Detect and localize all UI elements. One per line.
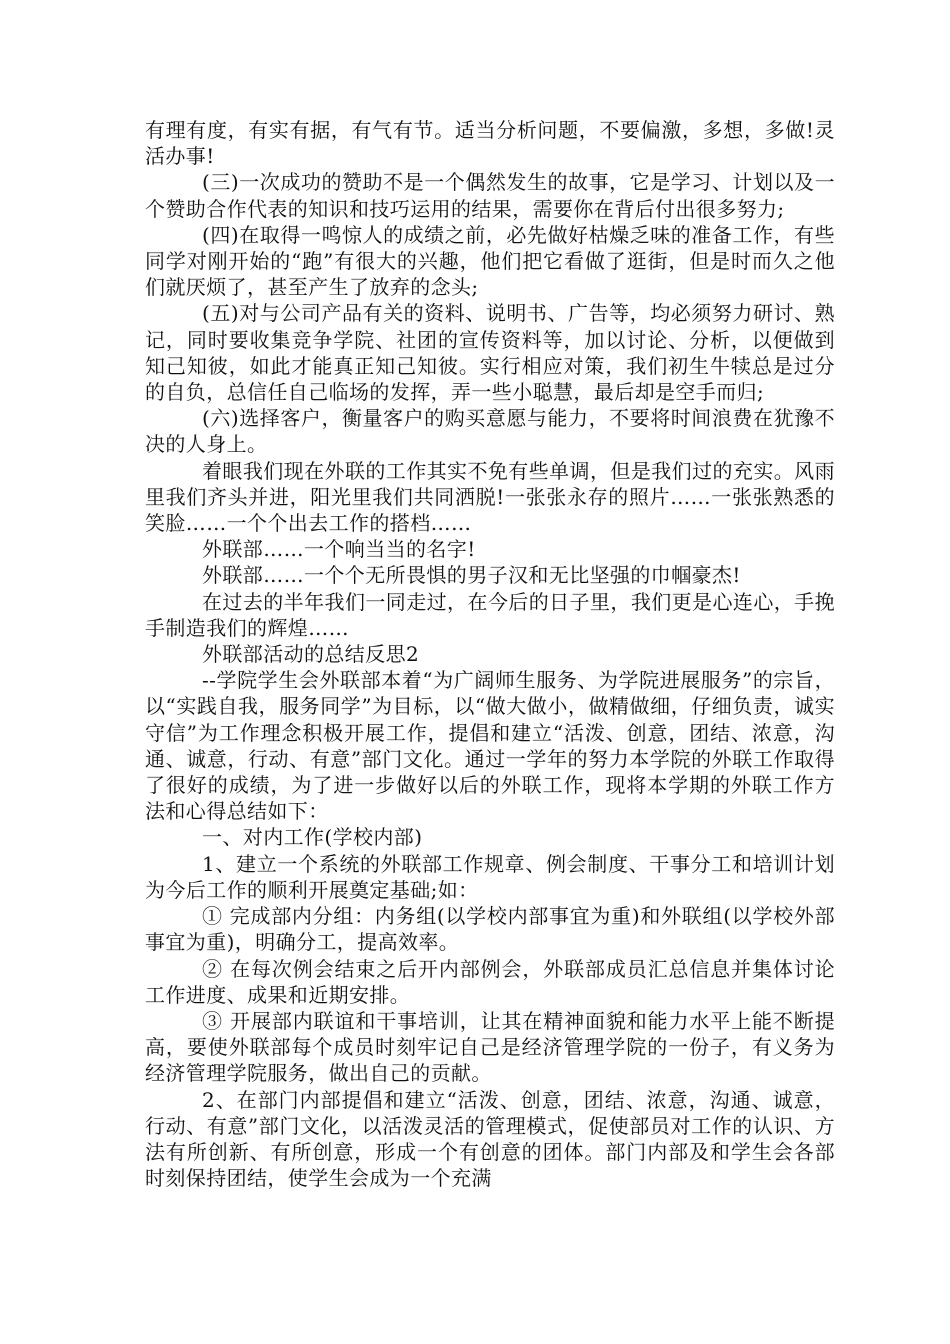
paragraph-1: 有理有度，有实有据，有气有节。适当分析问题，不要偏激，多想，多做!灵活办事!	[145, 118, 835, 169]
paragraph-17: 2、在部门内部提倡和建立“活泼、创意，团结、浓意，沟通、诚意，行动、有意”部门文化，以活泼灵活的管理模式，促使部员对工作的认识、方法有所创新、有所创意，形成一个有创意的团体。部门内部及和学生会各部时刻保持团结，使学生会成为一个充满	[145, 1087, 835, 1191]
paragraph-6: 着眼我们现在外联的工作其实不免有些单调，但是我们过的充实。风雨里我们齐头并进，阳光里我们共同洒脱!一张张永存的照片……一张张熟悉的笑脸……一个个出去工作的搭档……	[145, 458, 835, 536]
paragraph-5: (六)选择客户，衡量客户的购买意愿与能力，不要将时间浪费在犹豫不决的人身上。	[145, 406, 835, 457]
paragraph-4: (五)对与公司产品有关的资料、说明书、广告等，均必须努力研讨、熟记，同时要收集竞争学院、社团的宣传资料等，加以讨论、分析，以便做到知己知彼，如此才能真正知己知彼。实行相应对策，我们初生牛犊总是过分的自负，总信任自己临场的发挥，弄一些小聪慧，最后却是空手而归;	[145, 301, 835, 405]
paragraph-3: (四)在取得一鸣惊人的成绩之前，必先做好枯燥乏味的准备工作，有些同学对刚开始的“跑”有很大的兴趣，他们把它看做了逛街，但是时而久之他们就厌烦了，甚至产生了放弃的念头;	[145, 222, 835, 300]
paragraph-9: 在过去的半年我们一同走过，在今后的日子里，我们更是心连心，手挽手制造我们的辉煌……	[145, 589, 835, 640]
document-page	[145, 117, 835, 1191]
list-item-2: ② 在每次例会结束之后开内部例会，外联部成员汇总信息并集体讨论工作进度、成果和近期安排。	[145, 956, 835, 1007]
paragraph-11: --学院学生会外联部本着“为广阔师生服务、为学院进展服务”的宗旨，以“实践自我，服务同学”为目标，以“做大做小，做精做细，仔细负责，诚实守信”为工作理念积极开展工作，提倡和建立“活泼、创意，团结、浓意，沟通、诚意，行动、有意”部门文化。通过一学年的努力本学院的外联工作取得了很好的成绩，为了进一步做好以后的外联工作，现将本学期的外联工作方法和心得总结如下：	[145, 668, 835, 824]
section-heading: 外联部活动的总结反思2	[202, 642, 420, 667]
paragraph-2: (三)一次成功的赞助不是一个偶然发生的故事，它是学习、计划以及一个赞助合作代表的知识和技巧运用的结果，需要你在背后付出很多努力;	[145, 170, 835, 221]
paragraph-8: 外联部……一个个无所畏惧的男子汉和无比坚强的巾帼豪杰!	[202, 563, 741, 588]
paragraph-13: 1、建立一个系统的外联部工作规章、例会制度、干事分工和培训计划为今后工作的顺利开展奠定基础;如：	[145, 851, 835, 902]
paragraph-7: 外联部……一个响当当的名字!	[202, 537, 476, 562]
list-item-1: ① 完成部内分组：内务组(以学校内部事宜为重)和外联组(以学校外部事宜为重)，明确分工，提高效率。	[145, 904, 835, 955]
subsection-heading: 一、对内工作(学校内部)	[202, 825, 423, 850]
list-item-3: ③ 开展部内联谊和干事培训，让其在精神面貌和能力水平上能不断提高，要使外联部每个成员时刻牢记自己是经济管理学院的一份子，有义务为经济管理学院服务，做出自己的贡献。	[145, 1008, 835, 1086]
